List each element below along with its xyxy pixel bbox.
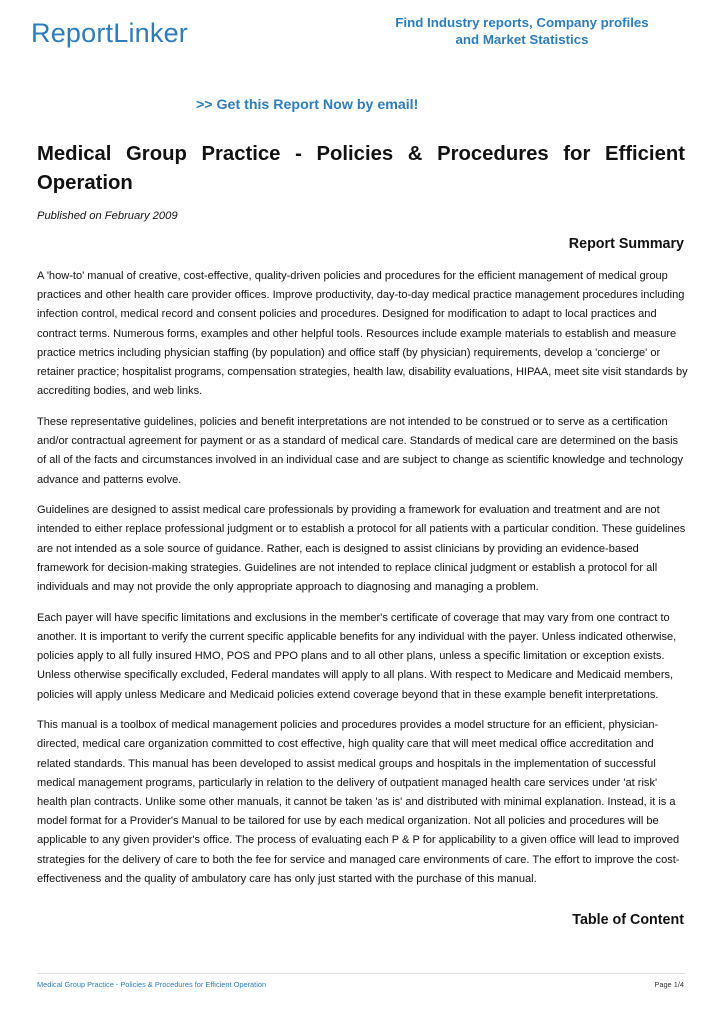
summary-paragraph: Each payer will have specific limitations and exclusions in the member's certificate of coverage that may vary from one contract to another. It is important to verify the current specific applicable benefits for any individual with the payer. Unless indicated otherwise, policies apply to all fully insured HMO, POS and PPO plans and to all other plans, unless a specific limitation or exception exists. Unless otherwise specifically excluded, Federal mandates will apply to all plans. With respect to Medicare and Medicaid members, policies will apply unless Medicare and Medicaid policies extend coverage beyond that in these example benefit interpretations. bbox=[37, 611, 677, 701]
get-report-link[interactable]: >> Get this Report Now by email! bbox=[196, 97, 419, 113]
page-number: Page 1/4 bbox=[654, 980, 684, 989]
summary-paragraph: This manual is a toolbox of medical management policies and procedures provides a model structure for an efficient, physician-directed, medical care organization committed to cost effective, high quality care that will meet medical office accreditation and related standards. This manual has been developed to assist medical groups and hospitals in the implementation of successful medical management programs, particularly in relation to the delivery of outpatient managed health care services under 'at risk' health plan contracts. Unlike some other manuals, it cannot be taken 'as is' and distributed with minimal explanation. Instead, it is a model format for a Provider's Manual to be tailored for use by each medical organization. Not all policies and procedures will be applicable to any given provider's office. The process of evaluating each P & P for applicability to a given office will lead to improved strategies for the delivery of care to both the fee for service and managed care environments of care. The effort to improve the cost-effectiveness and the quality of ambulatory care has only just started with the purchase of this manual. bbox=[37, 719, 680, 885]
report-title: Medical Group Practice - Policies & Procedures for Efficient Operation bbox=[37, 143, 685, 194]
published-date: Published on February 2009 bbox=[37, 210, 178, 222]
tagline-line-1: Find Industry reports, Company profiles bbox=[395, 15, 649, 30]
header-tagline bbox=[372, 14, 672, 48]
summary-paragraph: Guidelines are designed to assist medical care professionals by providing a framework for evaluation and treatment and are not intended to either replace professional judgment or to establish a protocol for all patients with a particular condition. These guidelines are not intended as a sole source of guidance. Rather, each is designed to assist clinicians by providing an evidence-based framework for decision-making strategies. Guidelines are not intended to replace clinical judgment or establish a protocol for all individuals and may not provide the only appropriate approach to diagnosing and managing a problem. bbox=[37, 504, 686, 594]
report-summary-heading: Report Summary bbox=[568, 236, 684, 252]
summary-paragraph: These representative guidelines, policies and benefit interpretations are not intended to be construed or to serve as a certification and/or contractual agreement for payment or as a standard of medical care. Standards of medical care are determined on the basis of all of the facts and circumstances involved in an individual case and are subject to change as scientific knowledge and technology advance and patterns evolve. bbox=[37, 415, 684, 486]
footer-divider bbox=[37, 973, 685, 974]
summary-paragraph: A 'how-to' manual of creative, cost-effective, quality-driven policies and procedures for the efficient management of medical group practices and other health care provider offices. Improve productivity, day-to-day medical practice management procedures including infection control, medical record and consent policies and procedures. Designed for modification to adapt to local practices and contract terms. Numerous forms, examples and other helpful tools. Resources include example materials to establish and measure practice metrics including physician staffing (by population) and office staff (by physician) requirements, develop a 'concierge' or retainer practice; hospitalist programs, compensation strategies, health law, disability evaluations, HIPAA, meet site visit standards by accrediting bodies, and web links. bbox=[37, 270, 688, 398]
table-of-content-heading: Table of Content bbox=[572, 912, 684, 928]
report-summary-body bbox=[37, 267, 689, 901]
tagline-line-2: and Market Statistics bbox=[455, 32, 589, 47]
footer-doc-link[interactable]: Medical Group Practice - Policies & Procedures for Efficient Operation bbox=[37, 980, 267, 989]
reportlinker-logo[interactable]: ReportLinker bbox=[31, 18, 188, 48]
